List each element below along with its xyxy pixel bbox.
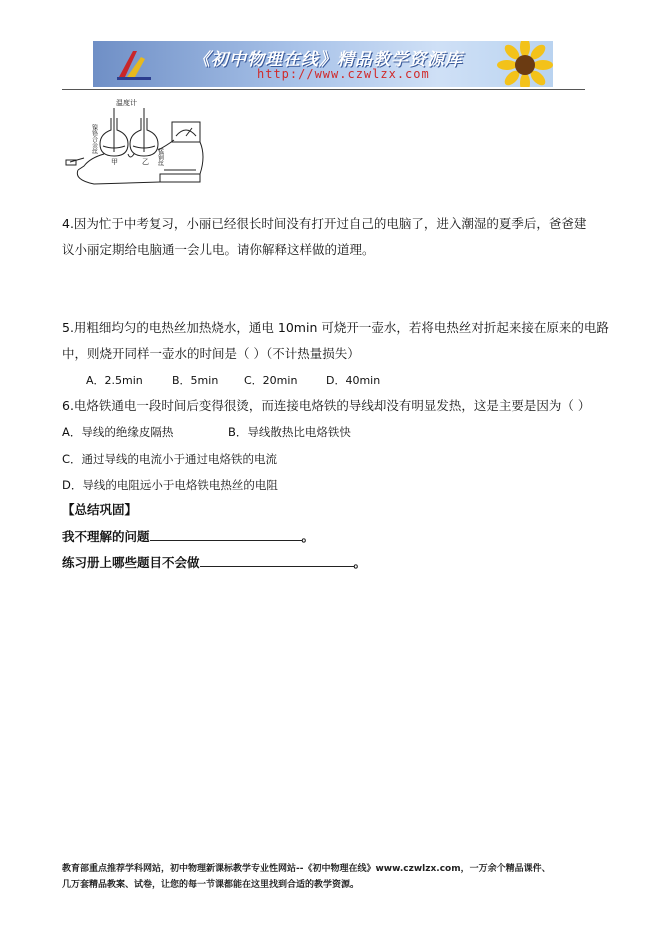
question-6-option-a: A．导线的绝缘皮隔热 xyxy=(62,425,174,439)
site-title: 《初中物理在线》精品教学资源库 xyxy=(193,50,463,70)
summary-item-1-end: 。 xyxy=(301,529,315,544)
site-logo-icon xyxy=(113,47,157,83)
answer-blank-2[interactable] xyxy=(200,554,354,567)
question-5-line-2: 中，则烧开同样一壶水的时间是（ ）（不计热量损失） xyxy=(62,346,360,361)
question-6-option-d: D．导线的电阻远小于电烙铁电热丝的电阻 xyxy=(62,478,278,492)
footer-line-2: 几万套精品教案、试卷，让您的每一节课都能在这里找到合适的教学资源。 xyxy=(62,880,360,890)
summary-heading: 【总结巩固】 xyxy=(62,502,138,517)
question-6-option-b: B．导线散热比电烙铁快 xyxy=(228,425,351,439)
sunflower-icon xyxy=(493,41,553,87)
question-4-line-1: 4.因为忙于中考复习，小丽已经很长时间没有打开过自己的电脑了，进入潮湿的夏季后，爸爸建 xyxy=(62,216,587,231)
question-5-option-b: B．5min xyxy=(172,374,219,387)
summary-item-2-end: 。 xyxy=(353,555,367,570)
flask-b-label: 乙 xyxy=(142,158,149,166)
left-wire-label: 镍铬合金丝 xyxy=(90,124,98,154)
circuit-figure xyxy=(64,96,214,196)
question-5-option-c: C．20min xyxy=(244,374,298,387)
page-footer xyxy=(62,861,607,893)
question-5-line-1: 5.用粗细均匀的电热丝加热烧水，通电 10min 可烧开一壶水，若将电热丝对折起来接在原来的电路 xyxy=(62,320,609,335)
question-4-line-2: 议小丽定期给电脑通一会儿电。请你解释这样做的道理。 xyxy=(62,242,375,257)
question-5-option-a: A．2.5min xyxy=(86,374,143,387)
header-divider xyxy=(62,89,585,90)
flask-a-label: 甲 xyxy=(111,158,118,166)
summary-item-2 xyxy=(62,554,366,571)
summary-item-2-label: 练习册上哪些题目不会做 xyxy=(62,555,200,570)
question-6-option-c: C．通过导线的电流小于通过电烙铁的电流 xyxy=(62,452,278,466)
site-url[interactable]: http://www.czwlzx.com xyxy=(257,67,430,81)
answer-blank-1[interactable] xyxy=(150,528,302,541)
thermometer-label: 温度计 xyxy=(116,99,137,107)
header-banner xyxy=(93,41,553,87)
right-wire-label: 锰铜丝 xyxy=(156,148,164,166)
footer-line-1: 教育部重点推荐学科网站，初中物理新课标教学专业性网站--《初中物理在线》www.czwlzx.com，一万余个精品课件、 xyxy=(62,864,551,874)
question-6-stem: 6.电烙铁通电一段时间后变得很烫，而连接电烙铁的导线却没有明显发热，这是主要是因为（ ） xyxy=(62,398,591,413)
question-5-option-d: D．40min xyxy=(326,374,381,387)
summary-item-1-label: 我不理解的问题 xyxy=(62,529,150,544)
summary-item-1 xyxy=(62,528,314,545)
